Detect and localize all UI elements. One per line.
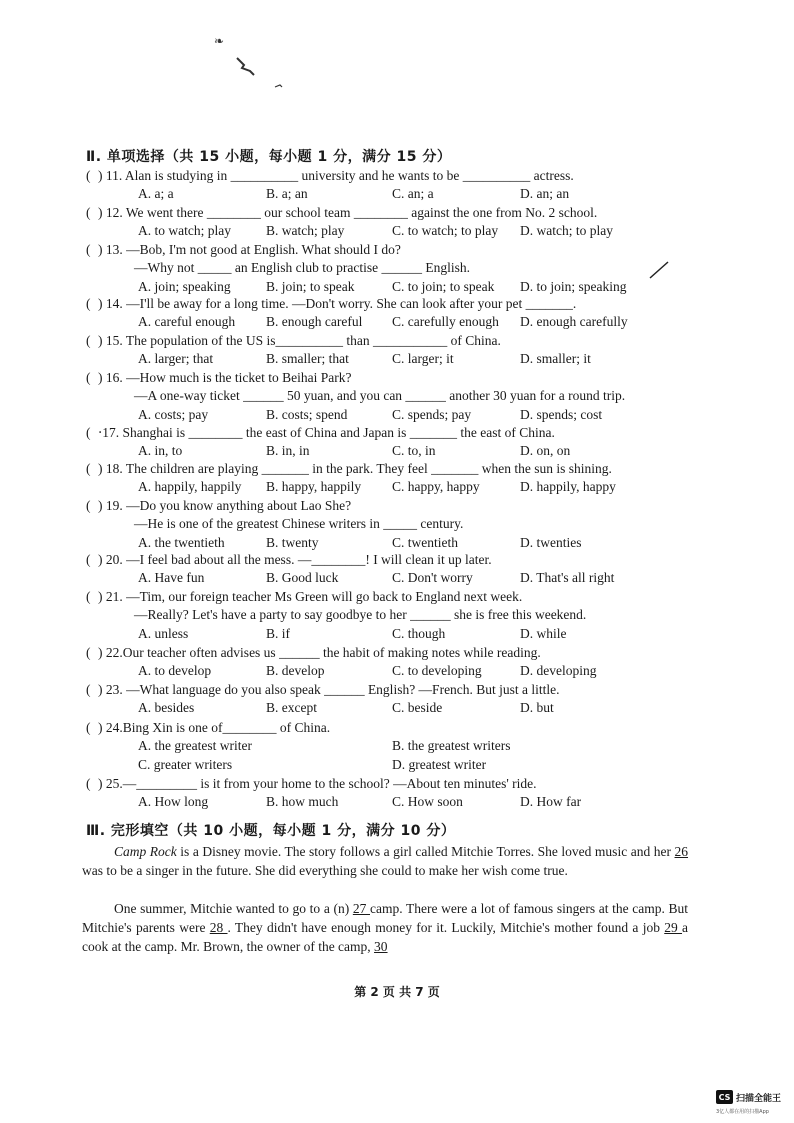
answer-paren: ( xyxy=(86,168,91,183)
paragraph-text: is a Disney movie. The story follows a girl called Mitchie Torres. She loved music and her xyxy=(176,844,675,859)
option-c: C. spends; pay xyxy=(392,406,472,422)
blank-29: 29 xyxy=(664,920,683,935)
option-c: C. though xyxy=(392,625,446,641)
question-stem: ) 23. —What language do you also speak ______ English? —French. But just a little. xyxy=(98,682,560,697)
option-c: C. How soon xyxy=(392,794,463,810)
paragraph-text: camp. There were a lot of famous singers at the camp. But Mitchie's parents were xyxy=(82,901,689,935)
answer-paren: ( xyxy=(86,333,91,348)
option-b: B. enough careful xyxy=(266,314,363,330)
option-d: D. on, on xyxy=(520,443,571,459)
option-d: D. greatest writer xyxy=(392,756,487,772)
option-a: A. in, to xyxy=(138,443,183,459)
option-d: D. but xyxy=(520,700,554,716)
question-dialogue: —Why not _____ an English club to practise ______ English. xyxy=(134,260,470,276)
question-dialogue: —He is one of the greatest Chinese writers in _____ century. xyxy=(134,516,464,532)
option-b: B. how much xyxy=(266,794,339,810)
page-footer: 第 2 页 共 7 页 xyxy=(354,985,440,999)
option-c: C. happy, happy xyxy=(392,479,480,495)
answer-paren: ( xyxy=(86,498,91,513)
option-a: A. How long xyxy=(138,794,209,810)
question-dialogue: —A one-way ticket ______ 50 yuan, and you can ______ another 30 yuan for a round trip. xyxy=(134,388,626,404)
answer-paren: ( xyxy=(86,682,91,697)
option-b: B. develop xyxy=(266,663,325,679)
question-stem: ) 16. —How much is the ticket to Beihai Park? xyxy=(98,370,352,385)
question-stem: ) 12. We went there ________ our school team ________ against the one from No. 2 school. xyxy=(98,205,598,220)
question-stem: ‧17. Shanghai is ________ the east of China and Japan is _______ the east of China. xyxy=(98,425,555,440)
question-stem: ) 14. —I'll be away for a long time. —Don't worry. She can look after your pet _______. xyxy=(98,296,577,311)
option-a: A. to develop xyxy=(138,663,212,679)
cloze-paragraph-1 xyxy=(82,842,688,880)
option-d: D. spends; cost xyxy=(520,406,603,422)
answer-paren: ( xyxy=(86,461,91,476)
answer-paren: ( xyxy=(86,296,91,311)
option-d: D. to join; speaking xyxy=(520,278,627,294)
option-c: C. larger; it xyxy=(392,351,454,367)
option-b: B. in, in xyxy=(266,443,310,459)
answer-paren: ( xyxy=(86,589,91,604)
question-stem: ) 24.Bing Xin is one of________ of China. xyxy=(98,720,331,735)
option-b: B. the greatest writers xyxy=(392,738,511,754)
camscanner-watermark xyxy=(716,1090,781,1104)
option-c: C. to developing xyxy=(392,663,482,679)
option-d: D. an; an xyxy=(520,186,570,202)
option-a: A. careful enough xyxy=(138,314,236,330)
question-stem: ) 13. —Bob, I'm not good at English. What should I do? xyxy=(98,242,401,257)
option-a: A. larger; that xyxy=(138,351,214,367)
answer-paren: ( xyxy=(86,552,91,567)
pen-stroke xyxy=(648,258,672,280)
option-b: B. if xyxy=(266,625,291,641)
option-d: D. That's all right xyxy=(520,570,615,586)
option-b: B. twenty xyxy=(266,534,319,550)
option-c: C. twentieth xyxy=(392,534,458,550)
option-c: C. greater writers xyxy=(138,756,233,772)
option-a: A. a; a xyxy=(138,186,174,202)
option-d: D. developing xyxy=(520,663,597,679)
watermark-name: 扫描全能王 xyxy=(736,1093,782,1104)
paragraph-text: was to be a singer in the future. She did everything she could to make her wish come true. xyxy=(82,863,568,878)
option-a: A. unless xyxy=(138,625,189,641)
option-c: C. to, in xyxy=(392,443,436,459)
option-d: D. watch; to play xyxy=(520,223,613,239)
option-b: B. smaller; that xyxy=(266,351,349,367)
paragraph-text: One summer, Mitchie wanted to go to a (n) xyxy=(114,901,353,916)
option-b: B. Good luck xyxy=(266,570,339,586)
option-c: C. an; a xyxy=(392,186,434,202)
movie-title: Camp Rock xyxy=(114,844,177,859)
question-stem: ) 22.Our teacher often advises us ______ the habit of making notes while reading. xyxy=(98,645,541,660)
option-a: A. besides xyxy=(138,700,195,716)
option-d: D. enough carefully xyxy=(520,314,628,330)
question-stem: ) 20. —I feel bad about all the mess. —________! I will clean it up later. xyxy=(98,552,492,567)
scan-speck xyxy=(234,55,260,79)
option-a: A. join; speaking xyxy=(138,278,231,294)
answer-paren: ( xyxy=(86,720,91,735)
answer-paren: ( xyxy=(86,776,91,791)
option-c: C. beside xyxy=(392,700,443,716)
option-b: B. costs; spend xyxy=(266,406,348,422)
cloze-paragraph-2 xyxy=(82,899,688,956)
option-d: D. smaller; it xyxy=(520,351,591,367)
blank-27: 27 xyxy=(352,901,370,916)
question-stem: ) 21. —Tim, our foreign teacher Ms Green will go back to England next week. xyxy=(98,589,523,604)
option-a: A. to watch; play xyxy=(138,223,231,239)
option-b: B. a; an xyxy=(266,186,308,202)
option-a: A. happily, happily xyxy=(138,479,242,495)
scan-speck xyxy=(274,82,284,90)
question-stem: ) 11. Alan is studying in __________ university and he wants to be __________ actress. xyxy=(98,168,574,183)
option-d: D. while xyxy=(520,625,567,641)
option-d: D. happily, happy xyxy=(520,479,616,495)
answer-paren: ( xyxy=(86,242,91,257)
answer-paren: ( xyxy=(86,205,91,220)
option-b: B. watch; play xyxy=(266,223,345,239)
blank-28: 28 xyxy=(209,920,228,935)
option-b: B. join; to speak xyxy=(266,278,355,294)
option-d: D. How far xyxy=(520,794,582,810)
option-a: A. the twentieth xyxy=(138,534,225,550)
option-a: A. costs; pay xyxy=(138,406,209,422)
answer-paren: ( xyxy=(86,645,91,660)
watermark-tagline: 3亿人都在用的扫描App xyxy=(716,1109,769,1115)
question-stem: ) 18. The children are playing _______ in the park. They feel _______ when the sun is shining. xyxy=(98,461,612,476)
section-2-title: Ⅱ. 单项选择（共 15 小题，每小题 1 分，满分 15 分） xyxy=(86,149,452,165)
answer-paren: ( xyxy=(86,370,91,385)
option-c: C. to join; to speak xyxy=(392,278,495,294)
question-stem: ) 25.—_________ is it from your home to the school? —About ten minutes' ride. xyxy=(98,776,537,791)
question-stem: ) 19. —Do you know anything about Lao She? xyxy=(98,498,352,513)
blank-30: 30 xyxy=(374,939,388,954)
option-c: C. Don't worry xyxy=(392,570,473,586)
option-d: D. twenties xyxy=(520,534,582,550)
paragraph-text: a cook at the camp. Mr. Brown, the owner of the camp, xyxy=(82,920,689,954)
paragraph-text: . They didn't have enough money for it. Luckily, Mitchie's mother found a job xyxy=(227,920,665,935)
option-c: C. carefully enough xyxy=(392,314,499,330)
blank-26: 26 xyxy=(674,844,689,859)
question-dialogue: —Really? Let's have a party to say goodbye to her ______ she is free this weekend. xyxy=(134,607,587,623)
scan-speck: ❧ xyxy=(214,34,225,48)
option-b: B. happy, happily xyxy=(266,479,362,495)
cs-logo-icon: CS xyxy=(716,1090,733,1104)
section-3-title: Ⅲ. 完形填空（共 10 小题，每小题 1 分，满分 10 分） xyxy=(86,823,456,839)
option-a: A. the greatest writer xyxy=(138,738,252,754)
option-b: B. except xyxy=(266,700,317,716)
question-stem: ) 15. The population of the US is__________ than ___________ of China. xyxy=(98,333,501,348)
answer-paren: ( xyxy=(86,425,91,440)
option-c: C. to watch; to play xyxy=(392,223,499,239)
option-a: A. Have fun xyxy=(138,570,205,586)
